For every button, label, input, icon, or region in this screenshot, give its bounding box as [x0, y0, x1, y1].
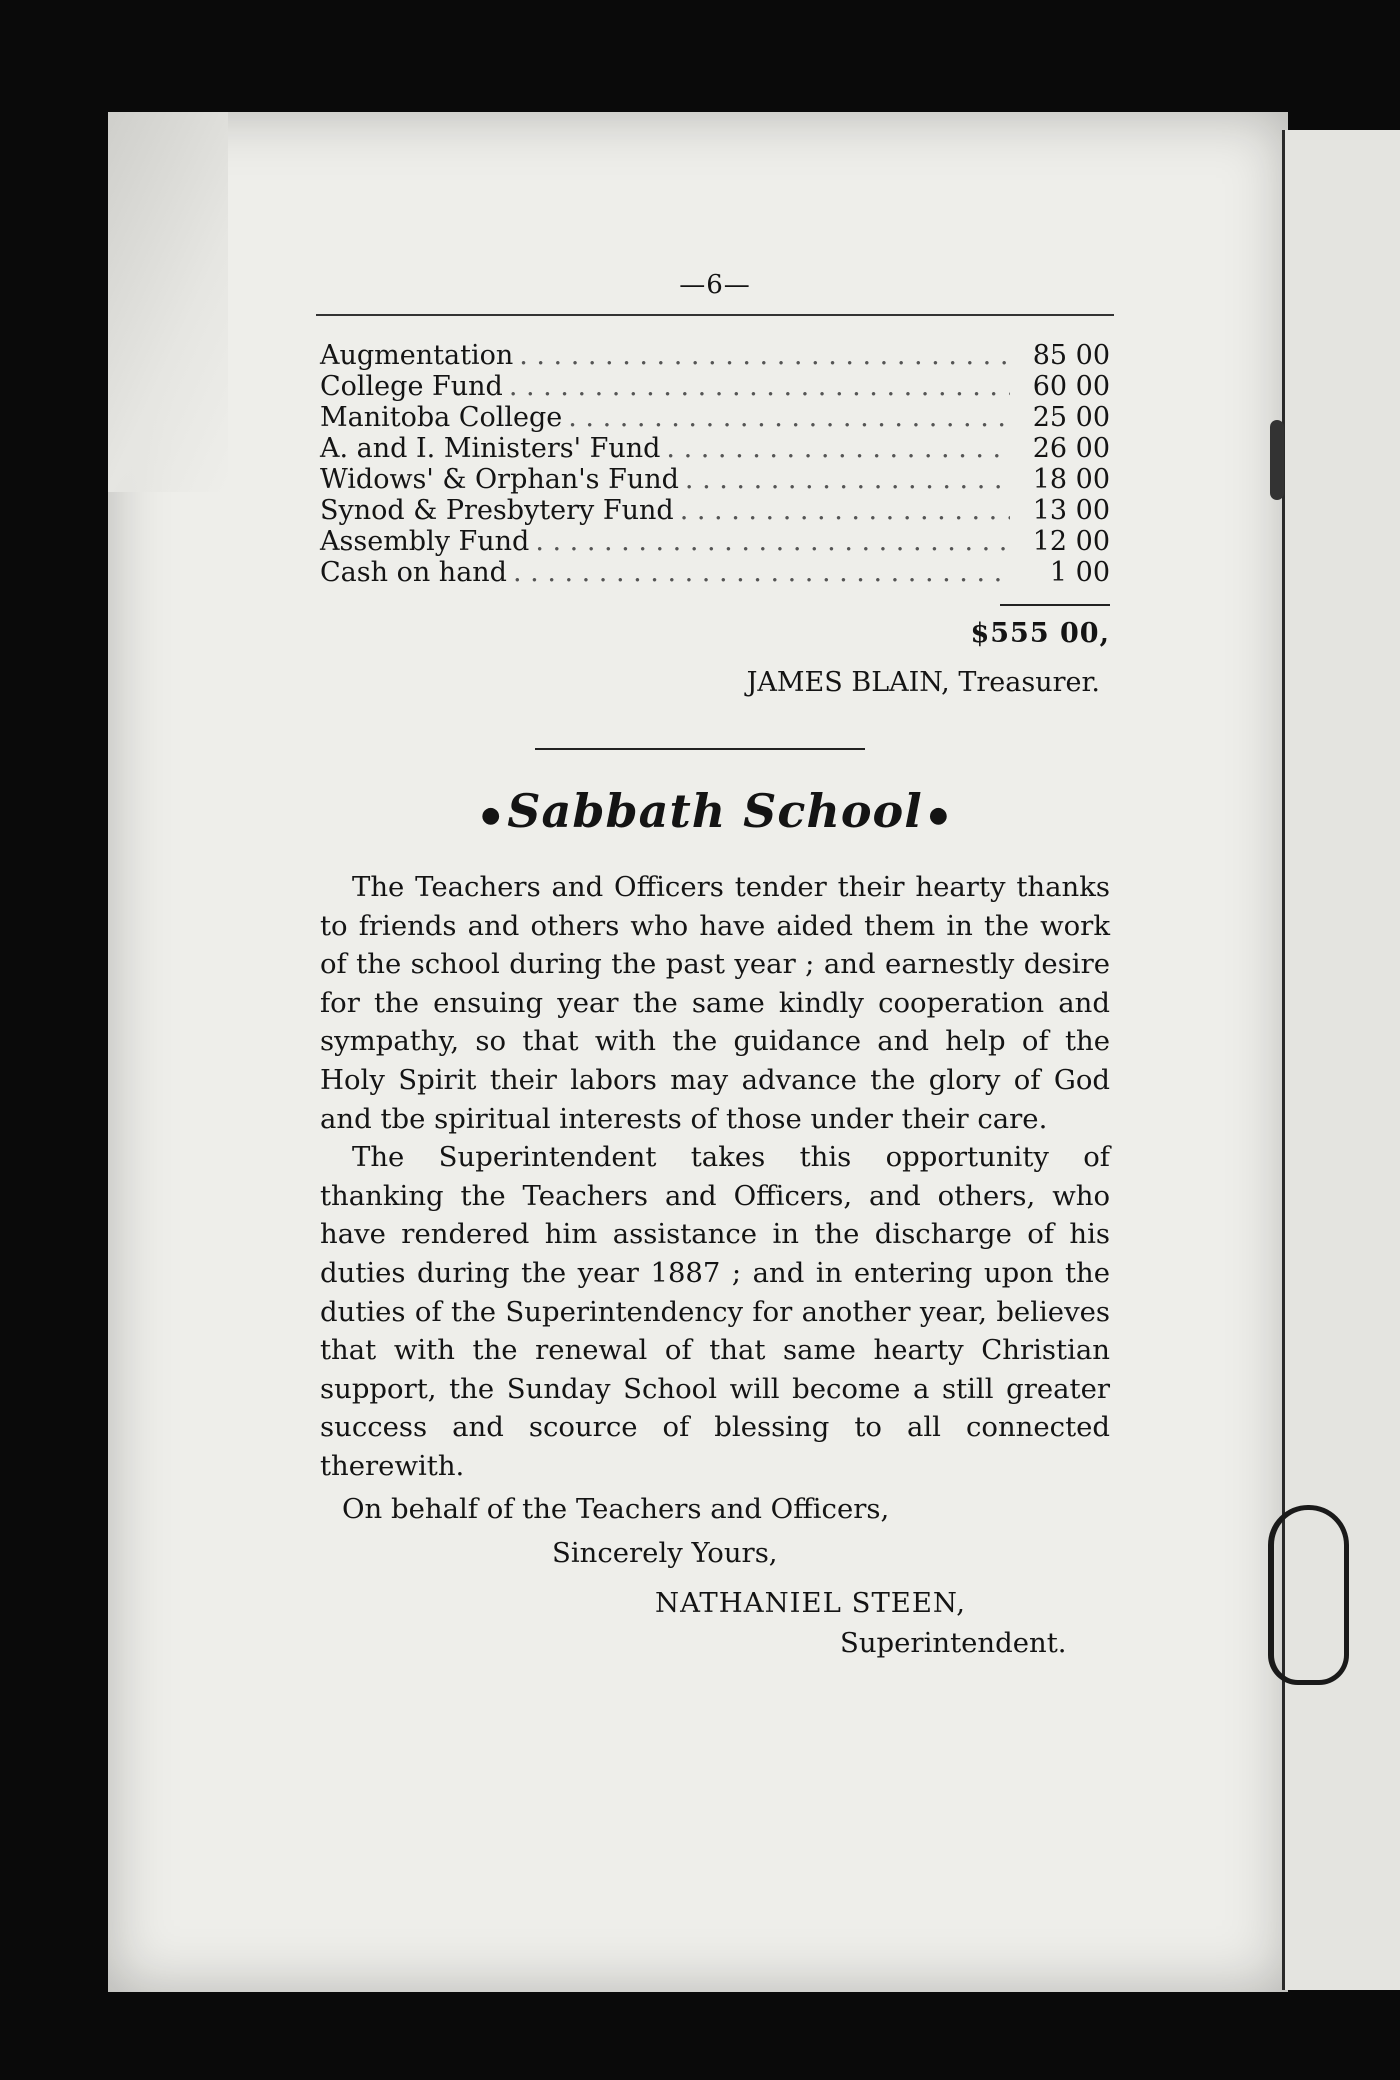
treasurer-signature: JAMES BLAIN, Treasurer. — [746, 667, 1100, 698]
section-divider — [535, 748, 865, 750]
ledger-amount: 60 00 — [1032, 371, 1110, 402]
ledger-row — [320, 495, 1110, 526]
ledger-row — [320, 526, 1110, 557]
ornament-left-icon: ● — [481, 802, 502, 828]
leader-dots — [509, 371, 1010, 402]
ledger-total: $555 00, — [970, 618, 1110, 649]
section-heading — [320, 784, 1110, 838]
leader-dots — [513, 557, 1010, 588]
ledger-label: Widows' & Orphan's Fund — [320, 464, 679, 495]
section-title: Sabbath School — [507, 784, 923, 838]
ledger-amount: 85 00 — [1032, 340, 1110, 371]
folded-corner-shadow — [108, 112, 228, 492]
ledger-amount: 1 00 — [1049, 557, 1110, 588]
valediction: Sincerely Yours, — [552, 1536, 778, 1569]
ledger-row — [320, 464, 1110, 495]
signer-name: NATHANIEL STEEN, — [655, 1586, 966, 1619]
ledger-label: A. and I. Ministers' Fund — [320, 433, 661, 464]
leader-dots — [535, 526, 1010, 557]
leader-dots — [666, 433, 1010, 464]
leader-dots — [680, 495, 1010, 526]
ledger-row — [320, 340, 1110, 371]
ledger-label: Assembly Fund — [320, 526, 530, 557]
ledger-label: Synod & Presbytery Fund — [320, 495, 674, 526]
ledger-label: Augmentation — [320, 340, 514, 371]
body-paragraph: The Teachers and Officers tender their hearty thanks to friends and others who have aided them in the work of the school during the past year ; and earnestly desire for the ensuing year the same kindly cooperation and sympathy, so that with the guidance and help of the Holy Spirit their labors may advance the glory of God and tbe spiritual interests of those under their care. — [320, 871, 1110, 1135]
ledger-amount: 18 00 — [1032, 464, 1110, 495]
ledger-row — [320, 433, 1110, 464]
ledger-amount: 12 00 — [1032, 526, 1110, 557]
adjacent-page-edge — [1282, 130, 1400, 1990]
ledger-amount: 25 00 — [1032, 402, 1110, 433]
ledger-amount: 26 00 — [1032, 433, 1110, 464]
treasurer-ledger — [320, 340, 1110, 588]
ledger-label: College Fund — [320, 371, 503, 402]
leader-dots — [519, 340, 1010, 371]
ledger-label: Cash on hand — [320, 557, 507, 588]
total-rule — [1000, 604, 1110, 606]
binding-thread-mark — [1270, 420, 1284, 500]
body-paragraph: The Superintendent takes this opportunity of thanking the Teachers and Officers, and others, who have rendered him assistance in the discharge of his duties during the year 1887 ; and in entering upon the duties of the Superintendency for another year, believes that with the renewal of that same hearty Christian support, the Sunday School will become a still greater success and scource of blessing to all connected therewith. — [320, 1141, 1110, 1482]
leader-dots — [568, 402, 1010, 433]
ledger-row — [320, 402, 1110, 433]
page-content — [320, 270, 1110, 1662]
ornament-right-icon: ● — [928, 802, 949, 828]
signer-title: Superintendent. — [840, 1626, 1067, 1659]
leader-dots — [685, 464, 1010, 495]
ledger-row — [320, 371, 1110, 402]
ledger-amount: 13 00 — [1032, 495, 1110, 526]
closing-line: On behalf of the Teachers and Officers, — [342, 1492, 890, 1525]
binding-string-loop — [1268, 1505, 1349, 1685]
page-number: —6— — [679, 270, 751, 300]
ledger-row — [320, 557, 1110, 588]
ledger-label: Manitoba College — [320, 402, 563, 433]
header-rule — [316, 314, 1114, 316]
